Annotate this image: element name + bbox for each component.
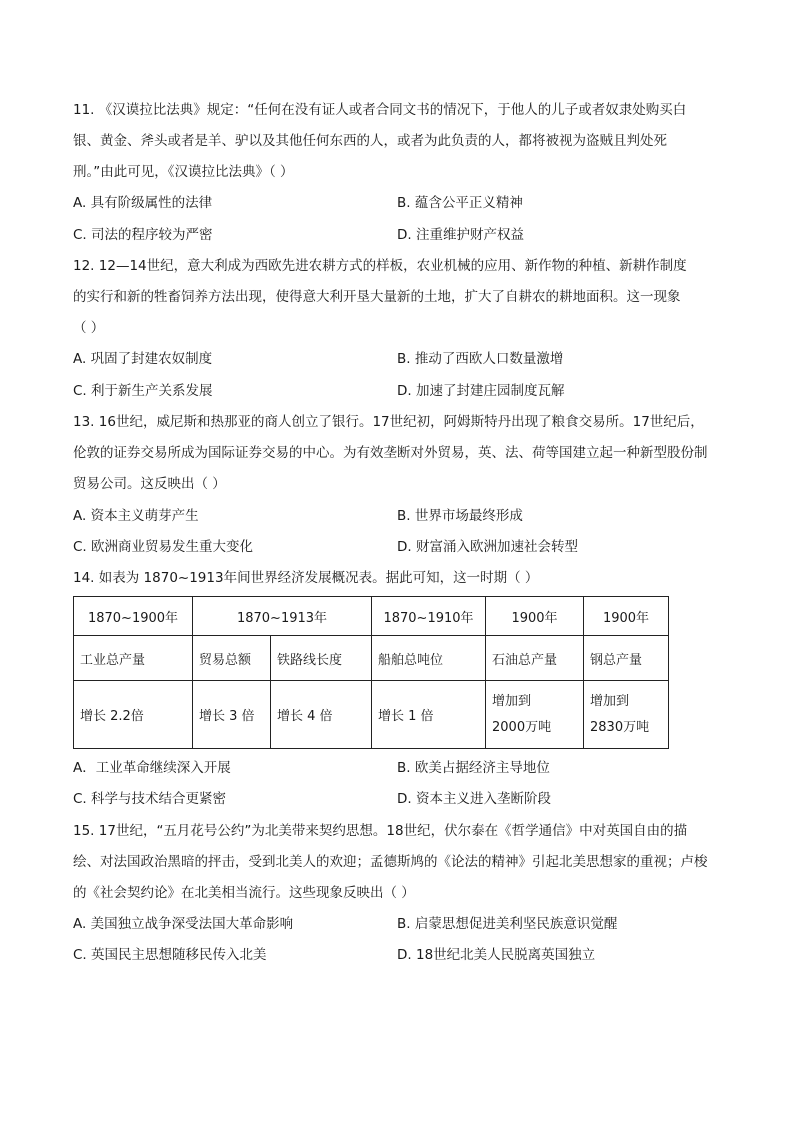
steel-value-line-1: 增加到: [590, 693, 630, 709]
table-cell-period: 1900年: [486, 597, 584, 636]
table-cell-item: 石油总产量: [486, 636, 584, 681]
question-13-option-a[interactable]: A. 资本主义萌芽产生: [73, 508, 199, 524]
question-15-stem-line-1: 15. 17世纪，“五月花号公约”为北美带来契约思想。18世纪，伏尔泰在《哲学通信》中对英国自由的描: [73, 823, 688, 839]
table-cell-item: 工业总产量: [74, 636, 193, 681]
table-cell-value: 增长 3 倍: [193, 681, 271, 749]
question-11-option-b[interactable]: B. 蕴含公平正义精神: [397, 195, 523, 211]
question-14-option-a[interactable]: A．工业革命继续深入开展: [73, 760, 231, 776]
question-13-option-c[interactable]: C. 欧洲商业贸易发生重大变化: [73, 539, 254, 555]
table-cell-period: 1870~1900年: [74, 597, 193, 636]
question-13-option-b[interactable]: B. 世界市场最终形成: [397, 508, 523, 524]
question-14-option-d[interactable]: D. 资本主义进入垄断阶段: [397, 791, 551, 807]
question-12-option-c[interactable]: C. 利于新生产关系发展: [73, 383, 213, 399]
oil-value-line-1: 增加到: [492, 693, 532, 709]
table-cell-period: 1900年: [584, 597, 669, 636]
table-cell-value: 增长 4 倍: [271, 681, 372, 749]
question-12-stem-line-3: （ ）: [73, 320, 105, 336]
question-12-stem-line-1: 12. 12—14世纪，意大利成为西欧先进农耕方式的样板，农业机械的应用、新作物的种植、新耕作制度: [73, 258, 687, 274]
question-13-stem-line-1: 13. 16世纪，威尼斯和热那亚的商人创立了银行。17世纪初，阿姆斯特丹出现了粮食交易所。17世纪后，: [73, 414, 704, 430]
question-11-option-d[interactable]: D. 注重维护财产权益: [397, 227, 524, 243]
table-cell-steel-value: [584, 681, 669, 749]
table-cell-value: 增长 2.2倍: [74, 681, 193, 749]
question-14-option-c[interactable]: C. 科学与技术结合更紧密: [73, 791, 227, 807]
steel-value-line-2: 2830万吨: [590, 719, 650, 735]
question-13-option-d[interactable]: D. 财富涌入欧洲加速社会转型: [397, 539, 578, 555]
table-row-periods: [74, 597, 669, 636]
question-14-stem-line-1: 14. 如表为 1870~1913年间世界经济发展概况表。据此可知，这一时期（ ）: [73, 570, 539, 586]
table-row-values: [74, 681, 669, 749]
question-11-option-a[interactable]: A. 具有阶级属性的法律: [73, 195, 213, 211]
question-11-stem-line-2: 银、黄金、斧头或者是羊、驴以及其他任何东西的人，或者为此负责的人，都将被视为盗贼且判处死: [73, 133, 667, 149]
question-11-stem-line-1: 11. 《汉谟拉比法典》规定：“任何在没有证人或者合同文书的情况下，于他人的儿子或者奴隶处购买白: [73, 102, 687, 118]
economic-data-table: [73, 596, 669, 749]
question-15-option-d[interactable]: D. 18世纪北美人民脱离英国独立: [397, 947, 596, 963]
question-11-stem-line-3: 刑。”由此可见，《汉谟拉比法典》（ ）: [73, 164, 294, 180]
table-cell-item: 贸易总额: [193, 636, 271, 681]
table-row-items: [74, 636, 669, 681]
table-cell-period: 1870~1913年: [193, 597, 372, 636]
oil-value-line-2: 2000万吨: [492, 719, 552, 735]
question-15-stem-line-2: 绘、对法国政治黑暗的抨击，受到北美人的欢迎；孟德斯鸠的《论法的精神》引起北美思想家的重视；卢梭: [73, 854, 708, 870]
table-cell-item: 船舶总吨位: [372, 636, 486, 681]
question-13-stem-line-2: 伦敦的证券交易所成为国际证券交易的中心。为有效垄断对外贸易，英、法、荷等国建立起一种新型股份制: [73, 445, 708, 461]
question-12-option-d[interactable]: D. 加速了封建庄园制度瓦解: [397, 383, 565, 399]
question-15-option-c[interactable]: C. 英国民主思想随移民传入北美: [73, 947, 267, 963]
table-cell-value: 增长 1 倍: [372, 681, 486, 749]
question-14-option-b[interactable]: B. 欧美占据经济主导地位: [397, 760, 550, 776]
table-cell-oil-value: [486, 681, 584, 749]
question-15-option-a[interactable]: A. 美国独立战争深受法国大革命影响: [73, 916, 294, 932]
table-cell-item: 铁路线长度: [271, 636, 372, 681]
question-15-stem-line-3: 的《社会契约论》在北美相当流行。这些现象反映出（ ）: [73, 885, 415, 901]
question-15-option-b[interactable]: B. 启蒙思想促进美利坚民族意识觉醒: [397, 916, 618, 932]
table-cell-item: 钢总产量: [584, 636, 669, 681]
question-11-option-c[interactable]: C. 司法的程序较为严密: [73, 227, 213, 243]
question-12-stem-line-2: 的实行和新的牲畜饲养方法出现，使得意大利开垦大量新的土地，扩大了自耕农的耕地面积。这一现象: [73, 289, 681, 305]
question-13-stem-line-3: 贸易公司。这反映出（ ）: [73, 476, 226, 492]
question-12-option-b[interactable]: B. 推动了西欧人口数量激增: [397, 351, 564, 367]
question-12-option-a[interactable]: A. 巩固了封建农奴制度: [73, 351, 213, 367]
table-cell-period: 1870~1910年: [372, 597, 486, 636]
